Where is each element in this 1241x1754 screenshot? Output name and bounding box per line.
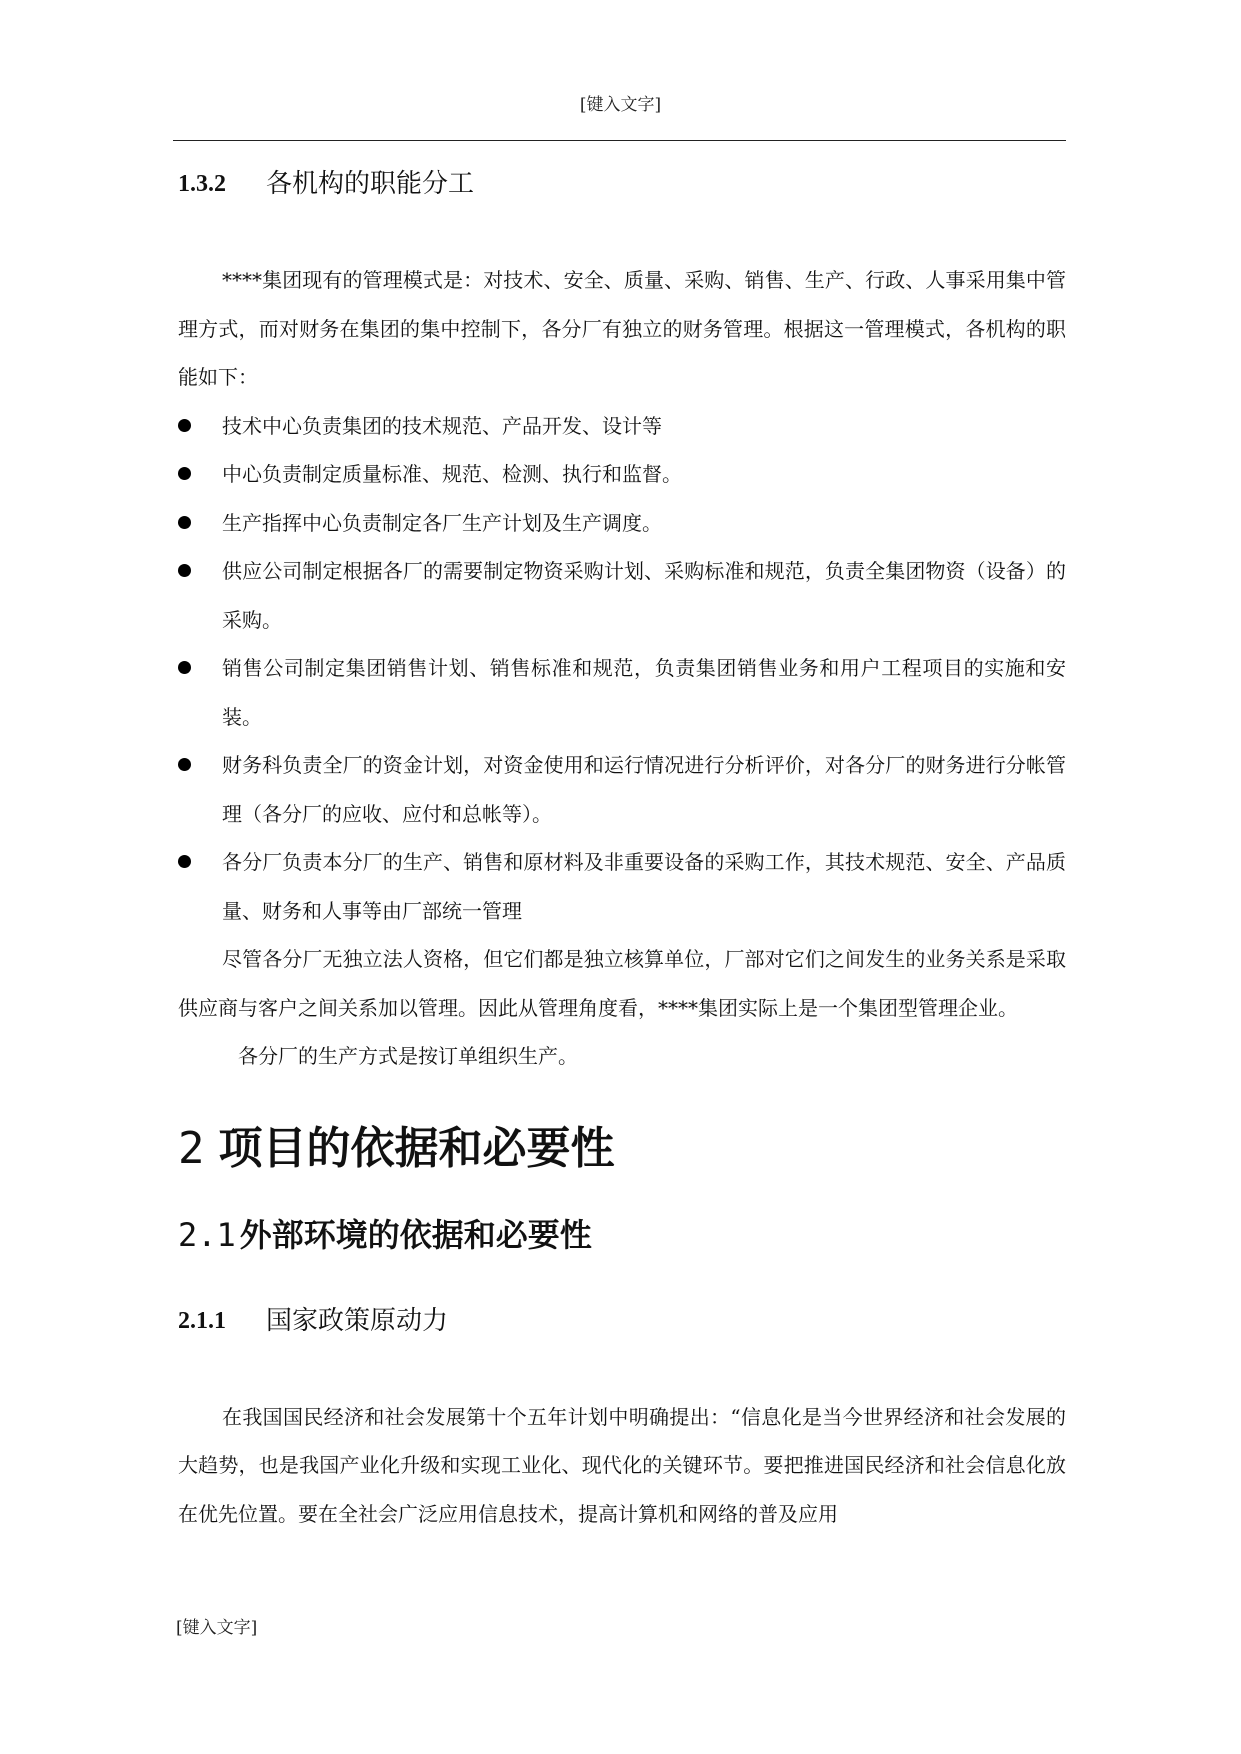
bullet-icon <box>178 564 191 577</box>
policy-paragraph: 在我国国民经济和社会发展第十个五年计划中明确提出：“信息化是当今世界经济和社会发展的大趋势，也是我国产业化升级和实现工业化、现代化的关键环节。要把推进国民经济和社会信息化放在优先位置。要在全社会广泛应用信息技术，提高计算机和网络的普及应用 <box>178 1404 1066 1526</box>
bullet-icon <box>178 467 191 480</box>
section-number: 2.1 <box>178 1215 236 1254</box>
spacer <box>178 1257 1066 1297</box>
list-item-text: 供应公司制定根据各厂的需要制定物资采购计划、采购标准和规范，负责全集团物资（设备）的采购。 <box>222 559 1066 632</box>
list-item-text: 生产指挥中心负责制定各厂生产计划及生产调度。 <box>222 510 662 535</box>
section-heading-2-1 <box>178 1213 1066 1257</box>
page-content <box>178 160 1066 1538</box>
list-item <box>178 499 1066 548</box>
summary-paragraph: 尽管各分厂无独立法人资格，但它们都是独立核算单位，厂部对它们之间发生的业务关系是采取供应商与客户之间关系加以管理。因此从管理角度看，****集团实际上是一个集团型管理企业。 <box>178 947 1066 1020</box>
list-item-text: 中心负责制定质量标准、规范、检测、执行和监督。 <box>222 462 682 486</box>
bullet-icon <box>178 419 191 432</box>
list-item <box>178 402 1066 451</box>
list-item <box>178 741 1066 838</box>
section-heading-1-3-2 <box>178 160 1066 208</box>
list-item <box>178 644 1066 741</box>
list-item-text: 财务科负责全厂的资金计划，对资金使用和运行情况进行分析评价，对各分厂的财务进行分帐管理（各分厂的应收、应付和总帐等）。 <box>222 753 1066 826</box>
page-footer: [键入文字] <box>176 1618 258 1638</box>
header-divider <box>173 140 1066 141</box>
chapter-heading-2 <box>178 1119 1066 1179</box>
list-item <box>178 838 1066 935</box>
section-title: 各机构的职能分工 <box>266 169 475 199</box>
section-title: 外部环境的依据和必要性 <box>239 1215 592 1254</box>
spacer <box>178 208 1066 256</box>
section-heading-2-1-1 <box>178 1297 1066 1345</box>
intro-paragraph: ****集团现有的管理模式是：对技术、安全、质量、采购、销售、生产、行政、人事采用集中管理方式，而对财务在集团的集中控制下，各分厂有独立的财务管理。根据这一管理模式，各机构的职能如下： <box>178 268 1066 389</box>
bullet-icon <box>178 661 191 674</box>
section-number: 2.1.1 <box>178 1307 226 1334</box>
bullet-icon <box>178 758 191 771</box>
bullet-icon <box>178 516 191 529</box>
function-list <box>178 402 1066 936</box>
section-number: 1.3.2 <box>178 171 226 197</box>
production-paragraph: 各分厂的生产方式是按订单组织生产。 <box>238 1044 578 1068</box>
page-header: [键入文字] <box>579 95 662 115</box>
chapter-number: 2 <box>178 1122 205 1174</box>
section-title: 国家政策原动力 <box>266 1305 449 1336</box>
list-item <box>178 547 1066 644</box>
list-item-text: 技术中心负责集团的技术规范、产品开发、设计等 <box>222 413 662 438</box>
list-item-text: 各分厂负责本分厂的生产、销售和原材料及非重要设备的采购工作，其技术规范、安全、产品质量、财务和人事等由厂部统一管理 <box>222 850 1066 923</box>
list-item <box>178 450 1066 499</box>
spacer <box>178 1081 1066 1119</box>
spacer <box>178 1345 1066 1393</box>
bullet-icon <box>178 855 191 868</box>
chapter-title: 项目的依据和必要性 <box>218 1122 615 1174</box>
spacer <box>178 1179 1066 1213</box>
list-item-text: 销售公司制定集团销售计划、销售标准和规范，负责集团销售业务和用户工程项目的实施和安装。 <box>222 656 1066 729</box>
